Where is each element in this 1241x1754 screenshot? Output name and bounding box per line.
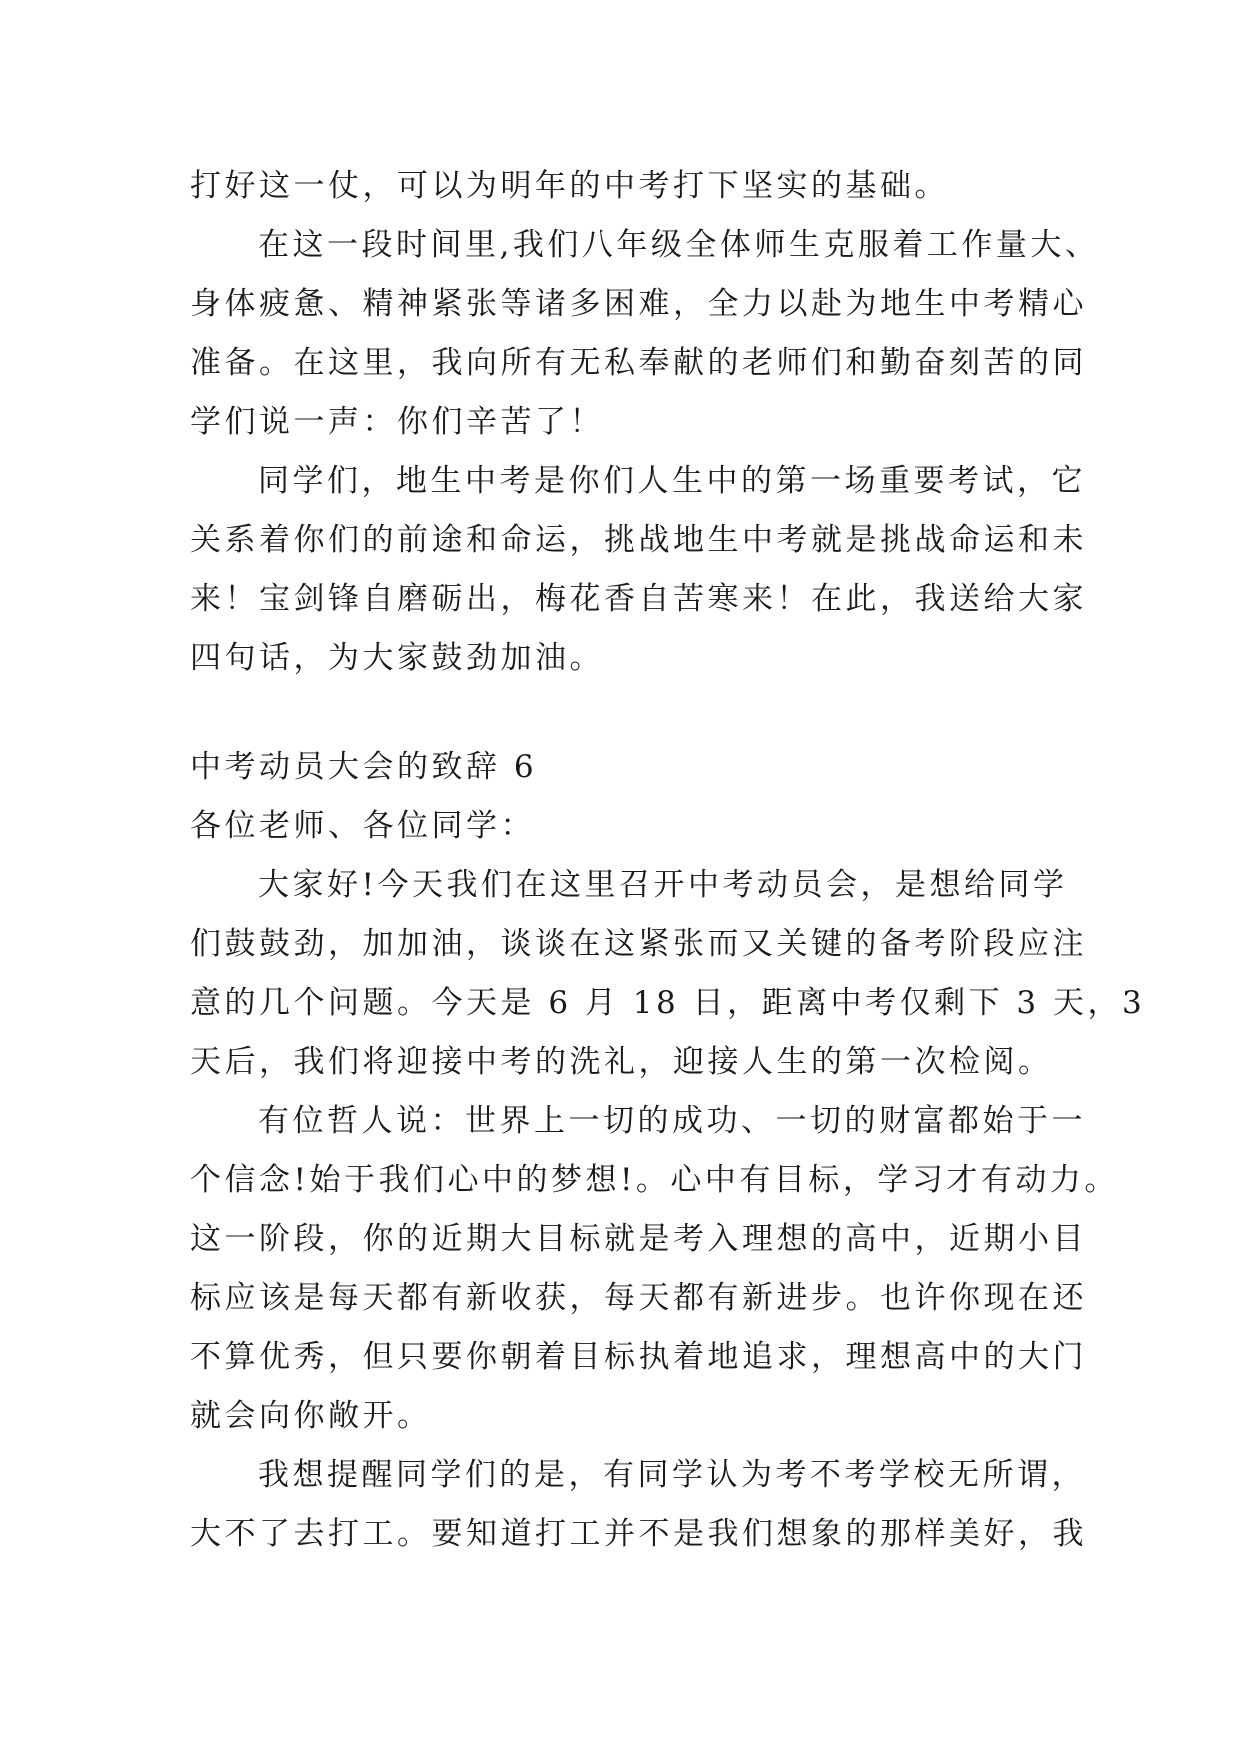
text-line: 有位哲人说：世界上一切的成功、一切的财富都始于一 [258,1103,1086,1139]
text-line: 大家好!今天我们在这里召开中考动员会，是想给同学 [258,867,1068,903]
text-line: 关系着你们的前途和命运，挑战地生中考就是挑战命运和未 [190,522,1087,558]
text-line: 意的几个问题。今天是 6 月 18 日，距离中考仅剩下 3 天，3 [190,985,1146,1021]
text-line: 们鼓鼓劲，加加油，谈谈在这紧张而又关键的备考阶段应注 [190,926,1087,962]
section-heading: 中考动员大会的致辞 6 [190,749,538,785]
text-line: 准备。在这里，我向所有无私奉献的老师们和勤奋刻苦的同 [190,345,1087,381]
text-line: 学们说一声：你们辛苦了！ [190,404,604,440]
text-line: 个信念!始于我们心中的梦想!。心中有目标，学习才有动力。 [190,1162,1119,1198]
text-line: 这一阶段，你的近期大目标就是考入理想的高中，近期小目 [190,1221,1087,1257]
salutation: 各位老师、各位同学： [190,808,535,844]
text-line: 同学们，地生中考是你们人生中的第一场重要考试，它 [258,463,1086,499]
text-line: 大不了去打工。要知道打工并不是我们想象的那样美好，我 [190,1516,1087,1552]
text-line: 天后，我们将迎接中考的洗礼，迎接人生的第一次检阅。 [190,1044,1053,1080]
text-line: 我想提醒同学们的是，有同学认为考不考学校无所谓， [258,1457,1086,1493]
text-line: 就会向你敞开。 [190,1398,432,1434]
text-line: 打好这一仗，可以为明年的中考打下坚实的基础。 [190,168,949,204]
text-line: 在这一段时间里,我们八年级全体师生克服着工作量大、 [258,227,1100,263]
text-line: 标应该是每天都有新收获，每天都有新进步。也许你现在还 [190,1280,1087,1316]
text-line: 四句话，为大家鼓劲加油。 [190,640,604,676]
text-line: 身体疲惫、精神紧张等诸多困难，全力以赴为地生中考精心 [190,286,1087,322]
text-line: 来！宝剑锋自磨砺出，梅花香自苦寒来！在此，我送给大家 [190,581,1087,617]
text-line: 不算优秀，但只要你朝着目标执着地追求，理想高中的大门 [190,1339,1087,1375]
